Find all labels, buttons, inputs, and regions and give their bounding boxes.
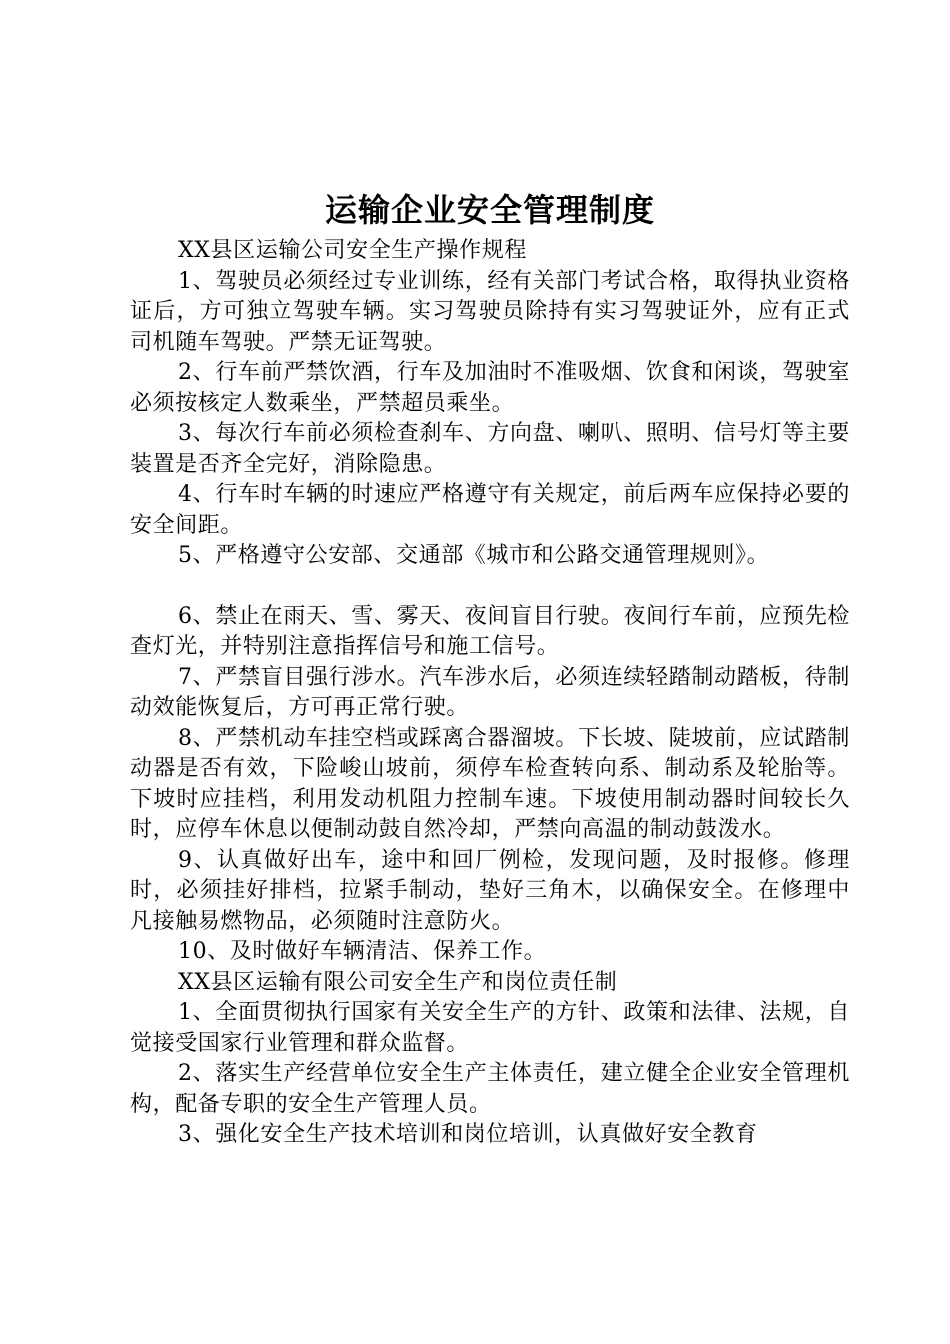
paragraph: 1、驾驶员必须经过专业训练，经有关部门考试合格，取得执业资格证后，方可独立驾驶车辆。实习驾驶员除持有实习驾驶证外，应有正式司机随车驾驶。严禁无证驾驶。 (130, 268, 850, 355)
paragraph: 10、及时做好车辆清洁、保养工作。 (178, 939, 547, 964)
document-page (130, 184, 850, 1151)
document-title: 运输企业安全管理制度 (324, 191, 655, 229)
paragraph: 5、严格遵守公安部、交通部《城市和公路交通管理规则》。 (178, 543, 770, 568)
section-heading: XX县区运输有限公司安全生产和岗位责任制 (178, 969, 618, 995)
paragraph: 9、认真做好出车，途中和回厂例检，发现问题，及时报修。修理时，必须挂好排档，拉紧手制动，垫好三角木，以确保安全。在修理中凡接触易燃物品，必须随时注意防火。 (130, 847, 850, 934)
paragraph: 2、行车前严禁饮酒，行车及加油时不准吸烟、饮食和闲谈，驾驶室必须按核定人数乘坐，严禁超员乘坐。 (130, 360, 850, 416)
paragraph: 2、落实生产经营单位安全生产主体责任，建立健全企业安全管理机构，配备专职的安全生产管理人员。 (130, 1061, 850, 1117)
paragraph: 8、严禁机动车挂空档或踩离合器溜坡。下长坡、陡坡前，应试踏制动器是否有效，下险峻山坡前，须停车检查转向系、制动系及轮胎等。下坡时应挂档，利用发动机阻力控制车速。下坡使用制动器时间较长久时，应停车休息以便制动鼓自然冷却，严禁向高温的制动鼓泼水。 (130, 725, 850, 842)
paragraph: 7、严禁盲目强行涉水。汽车涉水后，必须连续轻踏制动踏板，待制动效能恢复后，方可再正常行驶。 (130, 664, 850, 720)
paragraph: 3、每次行车前必须检查刹车、方向盘、喇叭、照明、信号灯等主要装置是否齐全完好，消除隐患。 (130, 421, 850, 477)
paragraph: 3、强化安全生产技术培训和岗位培训，认真做好安全教育 (178, 1122, 758, 1147)
paragraph: 4、行车时车辆的时速应严格遵守有关规定，前后两车应保持必要的安全间距。 (130, 482, 850, 538)
paragraph: 6、禁止在雨天、雪、雾天、夜间盲目行驶。夜间行车前，应预先检查灯光，并特别注意指挥信号和施工信号。 (130, 603, 850, 659)
section-heading: XX县区运输公司安全生产操作规程 (178, 238, 527, 263)
paragraph: 1、全面贯彻执行国家有关安全生产的方针、政策和法律、法规，自觉接受国家行业管理和群众监督。 (130, 1000, 850, 1056)
